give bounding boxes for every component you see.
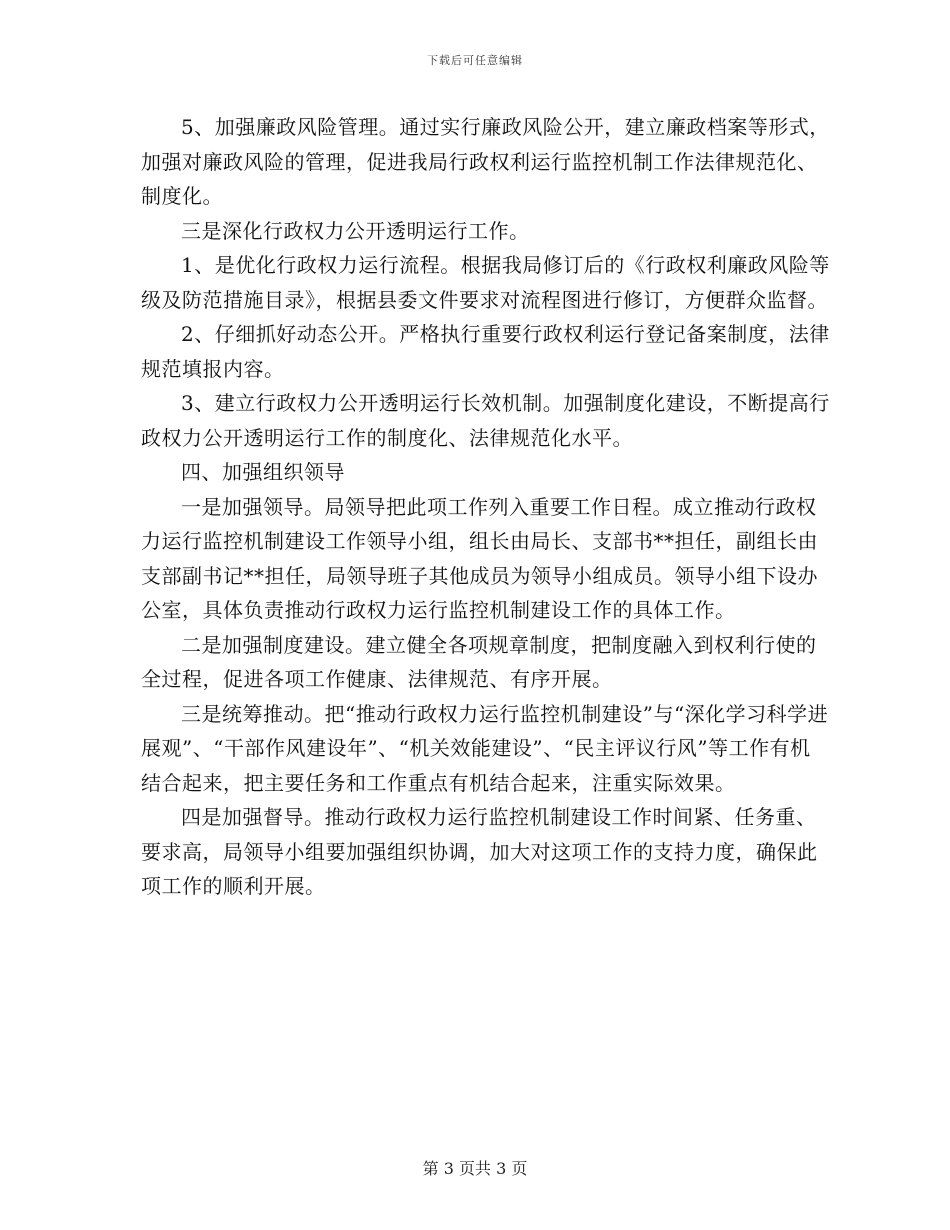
paragraph-long-term-mechanism: 3、建立行政权力公开透明运行长效机制。加强制度化建设，不断提高行政权力公开透明运行工作的制度化、法律规范化水平。 (141, 391, 830, 450)
paragraph-section-four-heading: 四、加强组织领导 (181, 460, 345, 484)
paragraph-supervision: 四是加强督导。推动行政权力运行监控机制建设工作时间紧、任务重、要求高，局领导小组要加强组织协调，加大对这项工作的支持力度，确保此项工作的顺利开展。 (141, 805, 818, 898)
paragraph-risk-management: 5、加强廉政风险管理。通过实行廉政风险公开，建立廉政档案等形式，加强对廉政风险的管理，促进我局行政权利运行监控机制工作法律规范化、制度化。 (141, 115, 830, 208)
document-body (141, 110, 831, 904)
paragraph-strengthen-leadership: 一是加强领导。局领导把此项工作列入重要工作日程。成立推动行政权力运行监控机制建设工作领导小组，组长由局长、支部书**担任，副组长由支部副书记**担任，局领导班子其他成员为领导小组成员。领导小组下设办公室，具体负责推动行政权力运行监控机制建设工作的具体工作。 (141, 494, 818, 622)
paragraph-system-building: 二是加强制度建设。建立健全各项规章制度，把制度融入到权利行使的全过程，促进各项工作健康、法律规范、有序开展。 (141, 632, 817, 691)
page-header-note: 下载后可任意编辑 (427, 54, 523, 67)
page-number: 第 3 页共 3 页 (422, 1159, 528, 1178)
paragraph-coordinated-promotion: 三是统筹推动。把“推动行政权力运行监控机制建设”与“深化学习科学进展观”、“干部作风建设年”、“机关效能建设”、“民主评议行风”等工作有机结合起来，把主要任务和工作重点有机结合起来，注重实际效果。 (141, 701, 829, 795)
paragraph-section-three-heading: 三是深化行政权力公开透明运行工作。 (181, 218, 530, 243)
paragraph-optimize-process: 1、是优化行政权力运行流程。根据我局修订后的《行政权利廉政风险等级及防范措施目录》，根据县委文件要求对流程图进行修订，方便群众监督。 (141, 253, 830, 312)
paragraph-dynamic-disclosure: 2、仔细抓好动态公开。严格执行重要行政权利运行登记备案制度，法律规范填报内容。 (141, 322, 830, 381)
